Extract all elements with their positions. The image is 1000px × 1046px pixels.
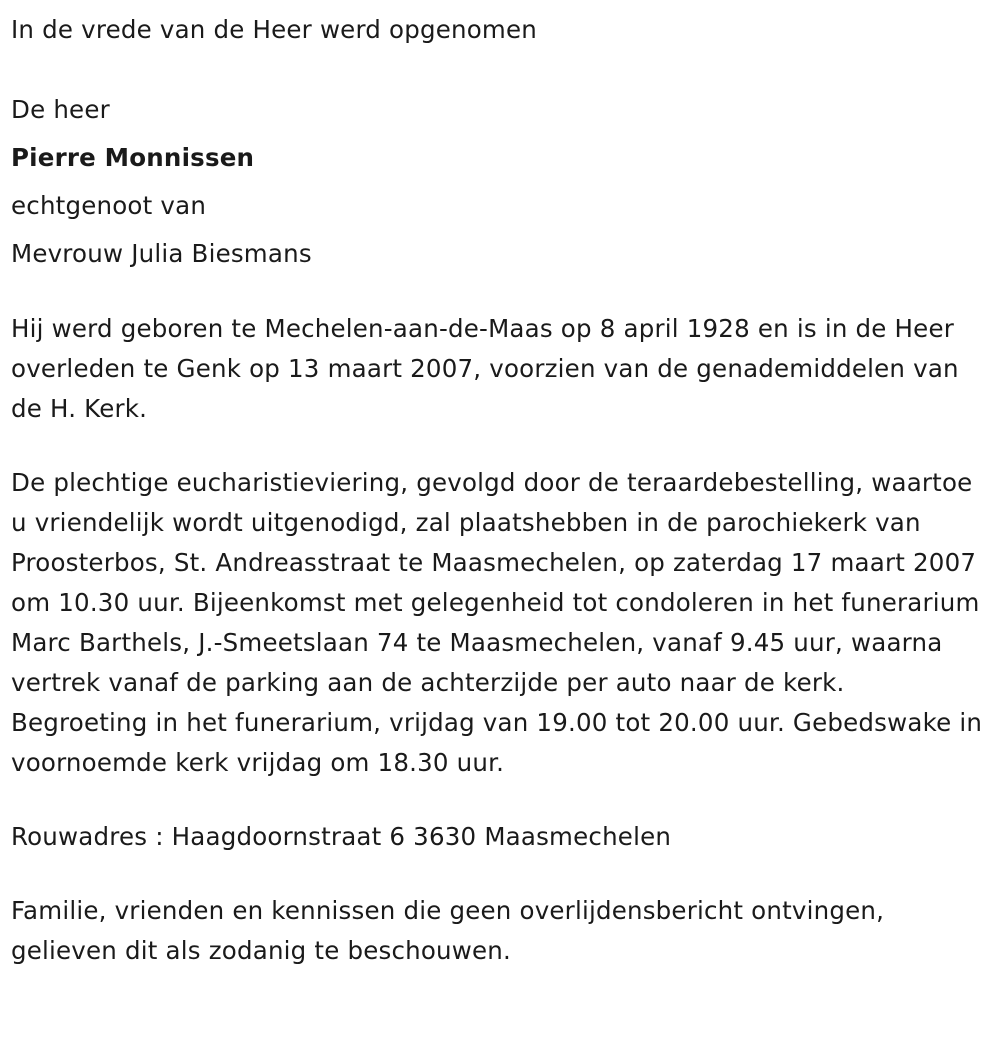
relation-line: echtgenoot van xyxy=(11,191,207,220)
birth-death-paragraph: Hij werd geboren te Mechelen-aan-de-Maas op 8 april 1928 en is in de Heer overleden te Genk op 13 maart 2007, voorzien van de genademiddelen van de H. Kerk. xyxy=(11,314,959,423)
ceremony-paragraph: De plechtige eucharistieviering, gevolgd door de teraardebestelling, waartoe u vriendelijk wordt uitgenodigd, zal plaatshebben in de parochiekerk van Proosterbos, St. Andreasstraat te Maasmechelen, op zaterdag 17 maart 2007 om 10.30 uur. Bijeenkomst met gelegenheid tot condoleren in het funerarium Marc Barthels, J.-Smeetslaan 74 te Maasmechelen, vanaf 9.45 uur, waarna vertrek vanaf de parking aan de achterzijde per auto naar de kerk. Begroeting in het funerarium, vrijdag van 19.00 tot 20.00 uur. Gebedswake in voornoemde kerk vrijdag om 18.30 uur. xyxy=(11,468,983,777)
salutation: De heer xyxy=(11,95,110,124)
intro-line: In de vrede van de Heer werd opgenomen xyxy=(11,15,537,44)
closing-paragraph: Familie, vrienden en kennissen die geen overlijdensbericht ontvingen, gelieven dit als zodanig te beschouwen. xyxy=(11,896,885,965)
spouse-name: Mevrouw Julia Biesmans xyxy=(11,239,312,268)
death-notice xyxy=(11,6,986,971)
mourning-address: Rouwadres : Haagdoornstraat 6 3630 Maasmechelen xyxy=(11,822,672,851)
deceased-name: Pierre Monnissen xyxy=(11,143,255,172)
